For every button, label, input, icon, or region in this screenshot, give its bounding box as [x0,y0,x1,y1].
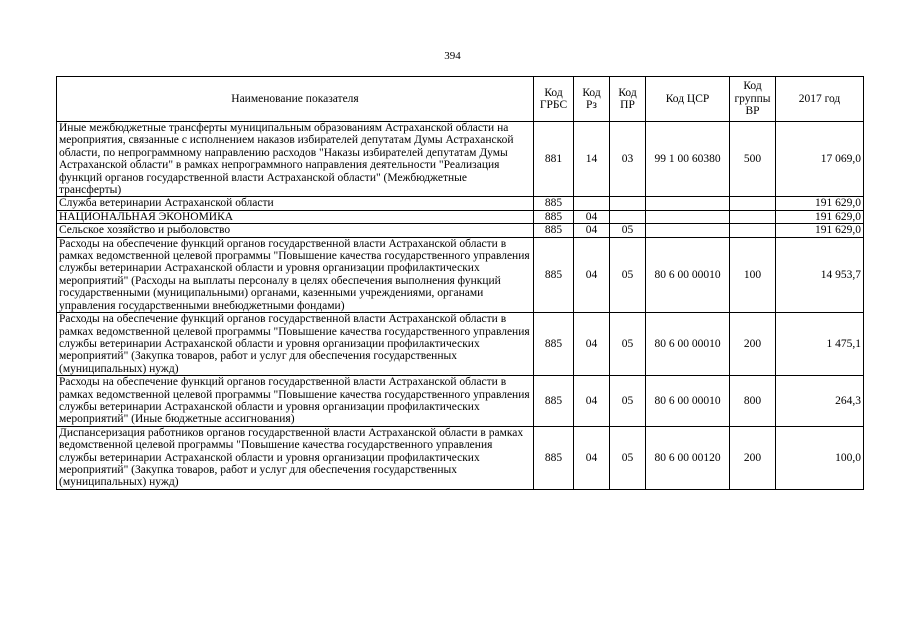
row-grbs: 885 [534,376,574,427]
row-vr: 100 [730,237,776,312]
row-grbs: 881 [534,122,574,197]
row-name: Расходы на обеспечение функций органов государственной власти Астраханской области в рамках ведомственной целевой программы "Повышение качества государственного управления службы ветеринарии Астраханской области и уровня организации профилактических мероприятий" (Иные бюджетные ассигнования) [57,376,534,427]
row-rz: 14 [574,122,610,197]
row-grbs: 885 [534,426,574,489]
row-csr: 99 1 00 60380 [646,122,730,197]
header-vr: Код группы ВР [730,77,776,122]
row-amount: 14 953,7 [776,237,864,312]
row-amount: 191 629,0 [776,224,864,237]
row-csr [646,197,730,210]
table-row [57,210,864,223]
row-vr: 500 [730,122,776,197]
table-row [57,197,864,210]
table-row [57,376,864,427]
row-rz: 04 [574,313,610,376]
row-name: НАЦИОНАЛЬНАЯ ЭКОНОМИКА [57,210,534,223]
row-vr [730,197,776,210]
header-grbs: Код ГРБС [534,77,574,122]
row-grbs: 885 [534,197,574,210]
row-amount: 191 629,0 [776,210,864,223]
row-amount: 191 629,0 [776,197,864,210]
table-row [57,224,864,237]
row-grbs: 885 [534,313,574,376]
row-name: Диспансеризация работников органов государственной власти Астраханской области в рамках ведомственной целевой программы "Повышение качества государственного управления службы ветеринарии Астраханской области и уровня организации профилактических мероприятий" (Закупка товаров, работ и услуг для обеспечения государственных (муниципальных) нужд) [57,426,534,489]
row-pr: 05 [610,224,646,237]
row-vr [730,210,776,223]
row-rz: 04 [574,376,610,427]
row-pr [610,210,646,223]
row-rz: 04 [574,210,610,223]
header-csr: Код ЦСР [646,77,730,122]
table-row [57,313,864,376]
header-rz: Код Рз [574,77,610,122]
page-number: 394 [444,50,461,62]
row-vr: 200 [730,313,776,376]
row-name: Расходы на обеспечение функций органов государственной власти Астраханской области в рамках ведомственной целевой программы "Повышение качества государственного управления службы ветеринарии Астраханской области и уровня организации профилактических мероприятий" (Закупка товаров, работ и услуг для обеспечения государственных (муниципальных) нужд) [57,313,534,376]
header-year: 2017 год [776,77,864,122]
row-amount: 17 069,0 [776,122,864,197]
row-grbs: 885 [534,237,574,312]
row-rz [574,197,610,210]
row-name: Сельское хозяйство и рыболовство [57,224,534,237]
row-csr [646,210,730,223]
row-csr: 80 6 00 00010 [646,376,730,427]
row-pr: 05 [610,237,646,312]
row-amount: 1 475,1 [776,313,864,376]
row-pr: 05 [610,426,646,489]
row-rz: 04 [574,237,610,312]
row-grbs: 885 [534,210,574,223]
row-vr: 800 [730,376,776,427]
table-row [57,426,864,489]
row-pr: 05 [610,376,646,427]
row-name: Расходы на обеспечение функций органов государственной власти Астраханской области в рамках ведомственной целевой программы "Повышение качества государственного управления службы ветеринарии Астраханской области и уровня организации профилактических мероприятий" (Расходы на выплаты персоналу в целях обеспечения выполнения функций государственными (муниципальными) органами, казенными учреждениями, органами управления государственными внебюджетными фондами) [57,237,534,312]
row-csr [646,224,730,237]
row-pr [610,197,646,210]
row-name: Иные межбюджетные трансферты муниципальным образованиям Астраханской области на мероприятия, связанные с исполнением наказов избирателей депутатам Думы Астраханской области, по непрограммному направлению расходов "Наказы избирателей депутатам Думы Астраханской области" в рамках непрограммного направления деятельности "Реализация функций органов государственной власти Астраханской области" (Межбюджетные трансферты) [57,122,534,197]
row-vr: 200 [730,426,776,489]
row-vr [730,224,776,237]
table-header-row [57,77,864,122]
budget-table [56,76,864,490]
row-amount: 100,0 [776,426,864,489]
row-rz: 04 [574,426,610,489]
row-grbs: 885 [534,224,574,237]
row-csr: 80 6 00 00120 [646,426,730,489]
row-pr: 05 [610,313,646,376]
header-name: Наименование показателя [57,77,534,122]
row-csr: 80 6 00 00010 [646,237,730,312]
table-row [57,237,864,312]
row-rz: 04 [574,224,610,237]
header-pr: Код ПР [610,77,646,122]
table-row [57,122,864,197]
row-pr: 03 [610,122,646,197]
row-name: Служба ветеринарии Астраханской области [57,197,534,210]
row-csr: 80 6 00 00010 [646,313,730,376]
row-amount: 264,3 [776,376,864,427]
